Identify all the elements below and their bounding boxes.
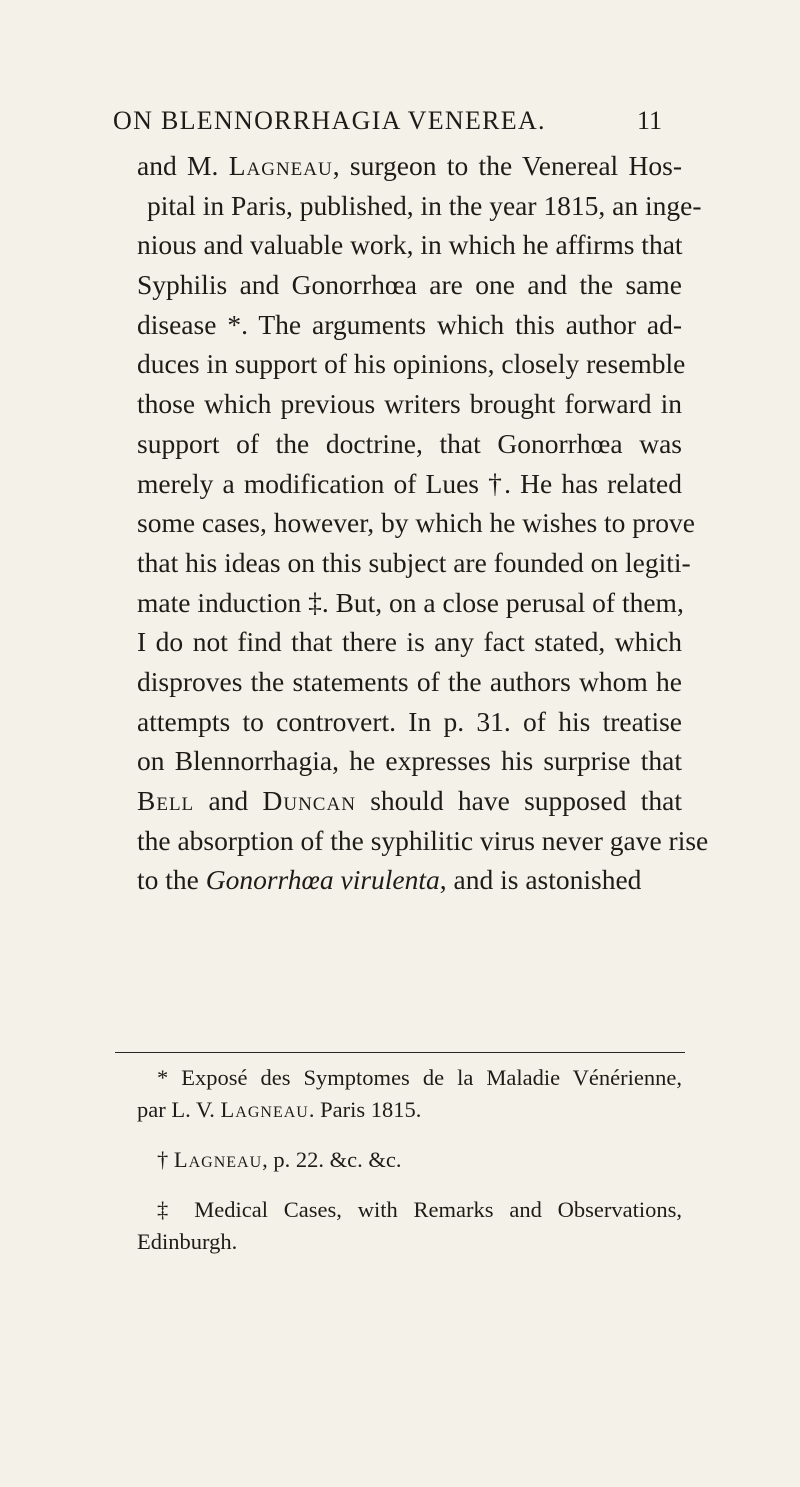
footnote-line: ‡ Medical Cases, with Remarks and Observations, [157,1197,682,1222]
text-line: disease *. The arguments which this author ad- [137,308,682,340]
text-line: Syphilis and Gonorrhœa are one and the same [137,269,682,301]
text-line: support of the doctrine, that Gonorrhœa was [137,427,682,459]
text-line: duces in support of his opinions, closely resemble [137,348,686,380]
footnotes [137,1062,682,1258]
footnote-line: * Exposé des Symptomes de la Maladie Vénérienne, [157,1065,682,1090]
text-line: mate induction ‡. But, on a close perusal of them, [137,586,684,618]
text-line: that his ideas on this subject are founded on legiti- [137,546,691,578]
text-line: pital in Paris, published, in the year 1815, an inge- [147,189,702,221]
running-title: ON BLENNORRHAGIA VENEREA. [113,106,546,135]
text-line: those which previous writers brought forward in [137,388,682,420]
text-line: I do not find that there is any fact stated, which [137,626,682,658]
running-head [0,106,800,146]
text-line: to the Gonorrhœa virulenta, and is astonished [137,864,642,896]
text-line: some cases, however, by which he wishes to prove [137,507,695,539]
text-line: nious and valuable work, in which he affirms that [137,229,683,261]
text-line: disproves the statements of the authors whom he [137,665,682,697]
text-line: the absorption of the syphilitic virus never gave rise [137,824,709,856]
footnote-rule [115,1052,685,1053]
text-line: and M. Lagneau, surgeon to the Venereal Hos- [137,150,682,181]
body-text [137,146,709,900]
text-line: Bell and Duncan should have supposed that [137,785,682,816]
footnote-line: † Lagneau, p. 22. &c. &c. [157,1147,402,1172]
page-number: 11 [636,106,662,135]
text-line: on Blennorrhagia, he expresses his surprise that [137,745,682,777]
footnote-line: Edinburgh. [137,1229,238,1254]
footnote-line: par L. V. Lagneau. Paris 1815. [137,1097,422,1122]
text-line: attempts to controvert. In p. 31. of his treatise [137,705,682,737]
text-line: merely a modification of Lues †. He has related [137,467,682,499]
